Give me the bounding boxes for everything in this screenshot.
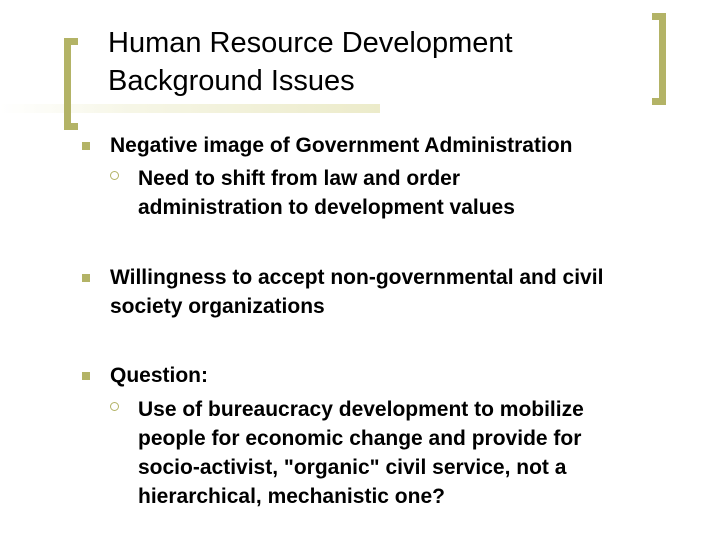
bullet-text-line-2: society organizations (110, 295, 325, 318)
title-line-2: Background Issues (108, 65, 355, 97)
square-bullet-icon (82, 142, 90, 150)
circle-bullet-icon (110, 402, 119, 411)
sub-bullet-line-2: administration to development values (138, 196, 515, 219)
bullet-text: Negative image of Government Administration (110, 134, 573, 157)
circle-bullet-icon (110, 171, 119, 180)
sub-bullet-line-1: Need to shift from law and order (138, 167, 461, 190)
title-underline-band (0, 104, 380, 113)
slide-title (108, 24, 513, 100)
square-bullet-icon (82, 372, 90, 380)
title-line-1: Human Resource Development (108, 27, 513, 59)
left-bracket-decoration (64, 38, 78, 130)
bullet-text: Question: (110, 364, 208, 387)
sub-bullet-line-3: socio-activist, "organic" civil service, not a (138, 456, 567, 479)
right-bracket-decoration (652, 13, 666, 105)
sub-bullet-line-1: Use of bureaucracy development to mobilize (138, 398, 584, 421)
sub-bullet-line-2: people for economic change and provide for (138, 427, 582, 450)
bullet-text-line-1: Willingness to accept non-governmental and civil (110, 266, 604, 289)
square-bullet-icon (82, 274, 90, 282)
sub-bullet-line-4: hierarchical, mechanistic one? (138, 485, 445, 508)
